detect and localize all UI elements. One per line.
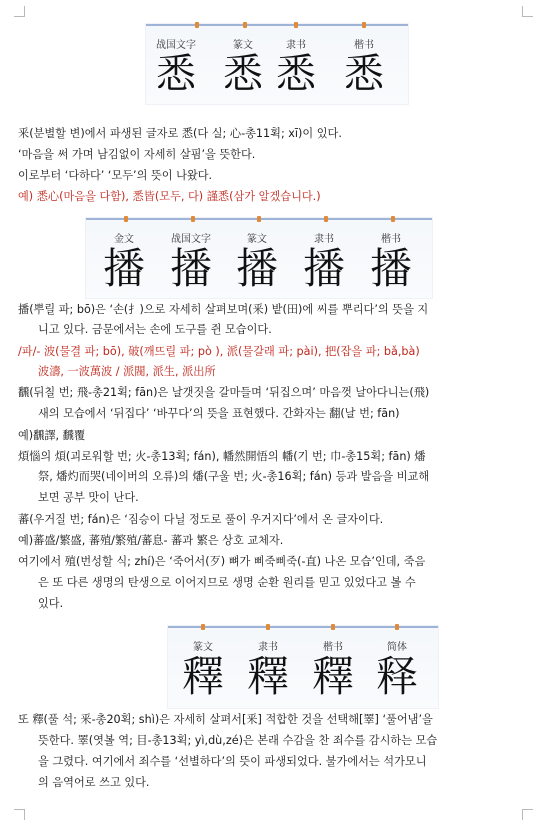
banner-marker <box>201 624 205 630</box>
text-line: 波濤, 一波萬波 / 派閥, 派生, 派出所 <box>38 365 216 378</box>
script-label: 隶书 <box>314 234 334 245</box>
script-label: 楷书 <box>381 234 401 245</box>
banner-rule <box>146 24 408 26</box>
text-line: 예)蕃盛/繁盛, 蕃殖/繁殖/蕃息- 蕃과 繁은 상호 교체자. <box>18 534 284 547</box>
glyph-image: 播 <box>102 244 145 293</box>
text-line: 있다. <box>38 597 64 610</box>
script-label: 战国文字 <box>171 234 211 245</box>
banner-marker <box>124 216 128 222</box>
text-line: 蕃(우거질 번; fán)은 ‘짐승이 다닐 정도로 풀이 우거지다’에서 온 글자이다. <box>18 513 384 526</box>
script-label: 篆文 <box>233 40 253 51</box>
banner-marker <box>243 22 247 28</box>
banner-marker <box>395 624 399 630</box>
glyph-image: 釋 <box>311 652 354 701</box>
script-label: 战国文字 <box>156 40 196 51</box>
glyph-image: 悉 <box>344 51 384 97</box>
script-label: 楷书 <box>354 40 374 51</box>
glyph-image: 播 <box>235 244 278 293</box>
example-line: 예) 悉心(마음을 다함), 悉皆(모두, 다) 謹悉(삼가 알겠습니다.) <box>18 190 321 203</box>
script-label: 简体 <box>387 642 407 653</box>
banner-marker <box>391 216 395 222</box>
banner-marker <box>191 216 195 222</box>
text-line: 이로부터 ‘다하다’ ‘모두’의 뜻이 나왔다. <box>18 169 213 182</box>
script-label: 隶书 <box>258 642 278 653</box>
glyph-image: 悉 <box>276 51 316 97</box>
page-corner-mark <box>14 6 25 17</box>
glyph-image: 播 <box>369 244 412 293</box>
glyph-image: 释 <box>375 652 418 701</box>
script-label: 隶书 <box>286 40 306 51</box>
banner-marker <box>195 22 199 28</box>
script-label: 篆文 <box>193 642 213 653</box>
text-line: ‘마음을 써 가며 남김없이 자세히 살핌’을 뜻한다. <box>18 148 256 161</box>
script-evolution-banner-shi <box>168 626 438 708</box>
text-line: 새의 모습에서 ‘뒤집다’ ‘바꾸다’의 뜻을 표현했다. 간화자는 翻(날 번; fān) <box>38 407 400 420</box>
banner-marker <box>294 22 298 28</box>
text-line: 播(뿌릴 파; bō)은 ‘손(扌)으로 자세히 살펴보며(釆) 밭(田)에 씨를 뿌리다’의 뜻을 지 <box>18 303 429 316</box>
text-line: 은 또 다른 생명의 탄생으로 이어지므로 생명 순환 원리를 믿고 있었다고 볼 수 <box>38 576 416 589</box>
text-line: 의 음역어로 쓰고 있다. <box>38 776 150 789</box>
script-label: 篆文 <box>247 234 267 245</box>
banner-marker <box>257 216 261 222</box>
page-corner-mark <box>522 6 533 17</box>
text-line: 飜(뒤칠 번; 飛-총21획; fān)은 날갯짓을 갈마들며 ‘뒤집으며’ 마음껏 날아다니는(飛) <box>18 386 430 399</box>
text-line: /파/- 波(물결 파; bō), 破(깨뜨릴 파; pò ), 派(물갈래 파; pài), 把(잡을 파; bǎ,bà) <box>18 345 420 358</box>
text-line: 을 그렸다. 여기에서 죄수를 ‘선별하다’의 뜻이 파생되었다. 불가에서는 석가모니 <box>38 755 427 768</box>
text-line: 여기에서 殖(번성할 식; zhí)은 ‘죽어서(歹) 뼈가 삐죽삐죽(-直) 나온 모습’인데, 죽음 <box>18 555 426 568</box>
glyph-image: 釋 <box>181 652 224 701</box>
script-evolution-banner-bo <box>86 218 432 298</box>
text-line: 또 釋(풀 석; 釆-총20획; shì)은 자세히 살펴서[釆] 적합한 것을 선택해[睪] ‘풀어냄’을 <box>18 713 433 726</box>
page-corner-mark <box>522 809 533 820</box>
page-corner-mark <box>14 809 25 820</box>
glyph-image: 播 <box>169 244 212 293</box>
glyph-image: 悉 <box>156 51 196 97</box>
glyph-image: 播 <box>302 244 345 293</box>
text-line: 煩惱의 煩(괴로워할 번; 火-총13획; fán), 幡然開悟의 幡(기 번; 巾-총15획; fān) 燔 <box>18 450 426 463</box>
banner-marker <box>331 624 335 630</box>
script-label: 金文 <box>114 234 134 245</box>
text-line: 뜻한다. 睪(엿볼 역; 目-총13획; yì,dù,zé)은 본래 수감을 찬 죄수를 감시하는 모습 <box>38 734 438 747</box>
text-line: 니고 있다. 금문에서는 손에 도구를 쥔 모습이다. <box>38 323 272 336</box>
banner-marker <box>362 22 366 28</box>
text-line: 예)飜譯, 飜覆 <box>18 429 86 442</box>
script-evolution-banner-xi <box>146 24 408 104</box>
text-line: 祭, 燔灼而哭(네이버의 오류)의 燔(구울 번; 火-총16획; fán) 등과 발음을 비교해 <box>38 470 430 483</box>
banner-marker <box>266 624 270 630</box>
script-label: 楷书 <box>323 642 343 653</box>
text-line: 보면 공부 맛이 난다. <box>38 491 139 504</box>
glyph-image: 悉 <box>223 51 263 97</box>
text-line: 釆(분별할 변)에서 파생된 글자로 悉(다 실; 心-총11획; xī)이 있다. <box>18 127 342 140</box>
glyph-image: 釋 <box>246 652 289 701</box>
banner-marker <box>324 216 328 222</box>
